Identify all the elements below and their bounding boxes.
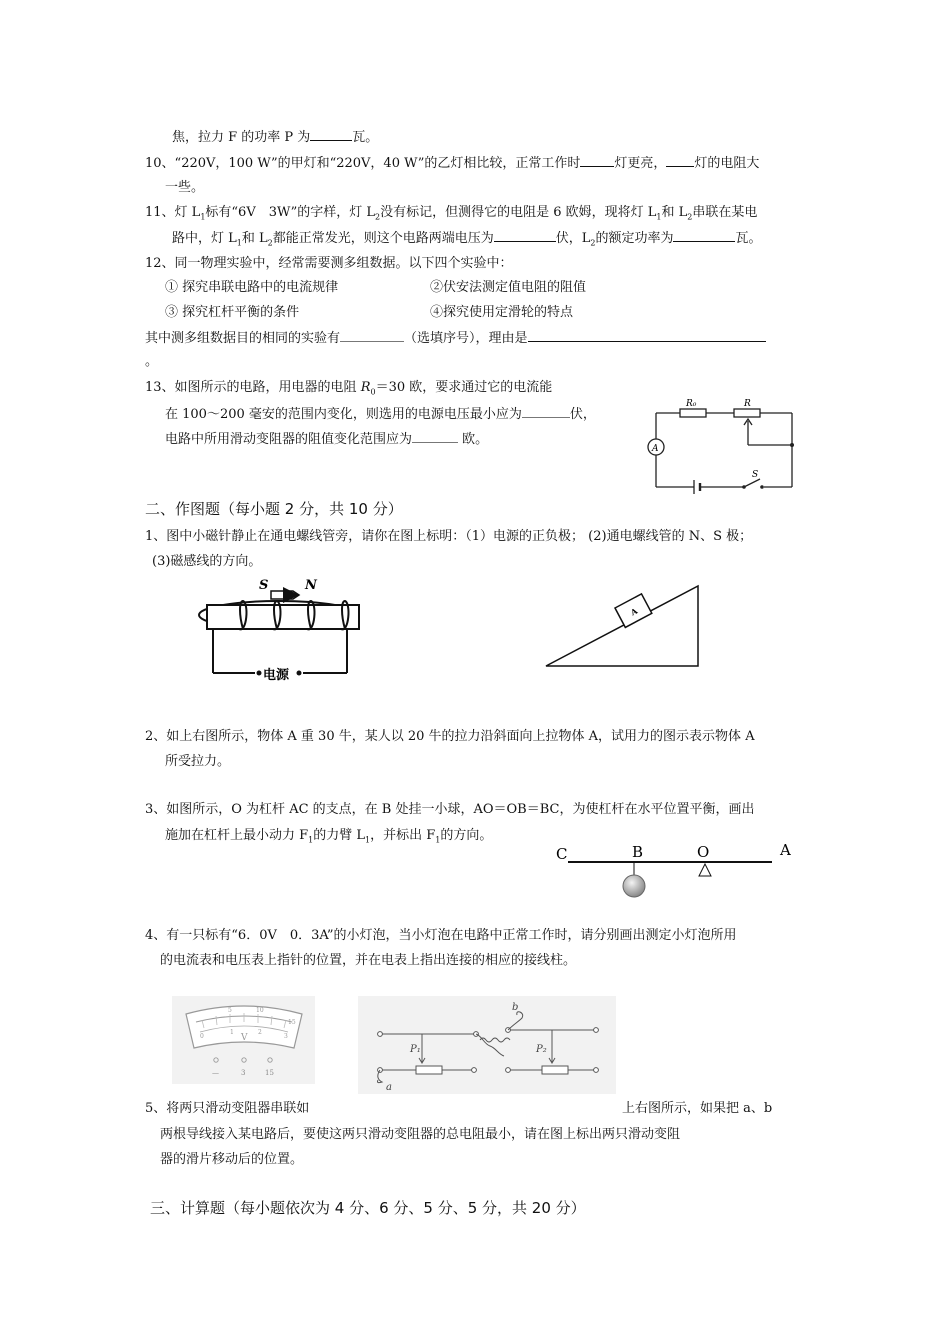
terminal-minus: — <box>212 1069 219 1077</box>
q13-line2: 在 100～200 毫安的范围内变化，则选用的电源电压最小应为 伏， <box>165 407 596 422</box>
block-a-label: A <box>628 605 640 618</box>
p1-label: P₁ <box>410 1044 421 1055</box>
q12-line4: 其中测多组数据目的相同的实验有 （选填序号），理由是 <box>145 329 766 348</box>
r-label: R <box>744 399 751 409</box>
solenoid-figure <box>195 575 370 685</box>
d5-line1-right: 上右图所示，如果把 a、b <box>622 1101 773 1116</box>
q12-option-3: ③ 探究杠杆平衡的条件 <box>165 305 300 320</box>
power-source-label: 电源 <box>263 668 290 683</box>
q13-line1: 13、如图所示的电路，用电器的电阻 $R_0=30$ 欧，要求通过它的电流能 <box>145 380 553 397</box>
d1-line1: 1、图中小磁针静止在通电螺线管旁，请你在图上标明：（1）电源的正负极； (2)通电螺线管的 N、S 极； <box>145 529 753 544</box>
q9-line: 焦，拉力 F 的功率 P 为 瓦。 <box>172 130 379 145</box>
ammeter-label: A <box>652 444 659 454</box>
rheostat-figure <box>358 996 616 1094</box>
lever-a-label: A <box>780 841 791 859</box>
section-3-title: 三、计算题（每小题依次为 4 分、6 分、5 分、5 分，共 20 分） <box>150 1199 586 1217</box>
q12-line5: 。 <box>145 354 159 369</box>
q13-circuit-figure <box>640 395 800 500</box>
d5-line2: 两根导线接入某电路后，要使这两只滑动变阻器的总电阻最小，请在图上标出两只滑动变阻 <box>160 1127 681 1142</box>
scale-bottom-1: 1 <box>230 1029 234 1036</box>
magnet-s-label: S <box>259 578 269 593</box>
q10-line2: 一些。 <box>165 180 205 195</box>
d5-line3: 器的滑片移动后的位置。 <box>160 1152 304 1167</box>
magnet-n-label: N <box>305 578 317 593</box>
voltmeter-unit: V <box>241 1033 248 1043</box>
switch-label: S <box>752 470 759 480</box>
scale-bottom-0: 0 <box>200 1033 204 1040</box>
d4-line2: 的电流表和电压表上指针的位置，并在电表上指出连接的相应的接线柱。 <box>160 953 577 968</box>
scale-bottom-2: 2 <box>258 1029 262 1036</box>
d3-line2: 施加在杠杆上最小动力 $F_1$的力臂 $L_1$，并标出 $F_1$的方向。 <box>165 828 493 845</box>
scale-top-5: 5 <box>228 1007 232 1014</box>
q13-line3: 电路中所用滑动变阻器的阻值变化范围应为 欧。 <box>165 432 489 447</box>
q11-line2: 路中，灯 $L_1$和 $L_2$都能正常发光，则这个电路两端电压为 伏，$L_2$的额定功率为 瓦。 <box>172 231 762 248</box>
d2-line2: 所受拉力。 <box>165 754 231 769</box>
scale-bottom-3: 3 <box>284 1033 288 1040</box>
d4-line1: 4、有一只标有“6．0V 0．3A”的小灯泡，当小灯泡在电路中正常工作时，请分别画出测定小灯泡所用 <box>145 928 737 943</box>
incline-figure <box>540 580 705 672</box>
terminal-3: 3 <box>241 1069 246 1077</box>
d2-line1: 2、如上右图所示，物体 A 重 30 牛，某人以 20 牛的拉力沿斜面向上拉物体 A，试用力的图示表示物体 A <box>145 729 755 744</box>
lever-o-label: O <box>697 843 710 861</box>
d3-line1: 3、如图所示，O 为杠杆 AC 的支点，在 B 处挂一小球，AO＝OB＝BC，为使杠杆在水平位置平衡，画出 <box>145 802 755 817</box>
lever-figure <box>550 842 810 902</box>
terminal-15: 15 <box>265 1069 274 1077</box>
q10-line1: 10、“220V，100 W”的甲灯和“220V，40 W”的乙灯相比较，正常工作时 灯更亮， 灯的电阻大 <box>145 156 760 171</box>
q12-option-4: ④探究使用定滑轮的特点 <box>430 305 574 320</box>
p2-label: P₂ <box>536 1044 547 1055</box>
voltmeter-figure <box>172 996 315 1084</box>
lever-b-label: B <box>632 843 644 861</box>
wire-a-label: a <box>386 1082 392 1093</box>
q12-option-2: ②伏安法测定值电阻的阻值 <box>430 280 587 295</box>
scale-top-15: 15 <box>288 1019 296 1026</box>
q12-line1: 12、同一物理实验中，经常需要测多组数据。以下四个实验中： <box>145 256 513 271</box>
scale-top-10: 10 <box>256 1007 264 1014</box>
r0-label: R₀ <box>686 399 697 409</box>
d5-line1-left: 5、将两只滑动变阻器串联如 <box>145 1101 310 1116</box>
lever-c-label: C <box>556 845 568 863</box>
wire-b-label: b <box>512 1002 519 1013</box>
q11-line1: 11、灯 $L_1$标有“6V 3W”的字样，灯 $L_2$没有标记，但测得它的电阻是 6 欧姆，现将灯 $L_1$和 $L_2$串联在某电 <box>145 205 758 222</box>
q12-option-1: ① 探究串联电路中的电流规律 <box>165 280 339 295</box>
section-2-title: 二、作图题（每小题 2 分，共 10 分） <box>145 500 403 518</box>
d1-line2: (3)磁感线的方向。 <box>152 554 262 569</box>
